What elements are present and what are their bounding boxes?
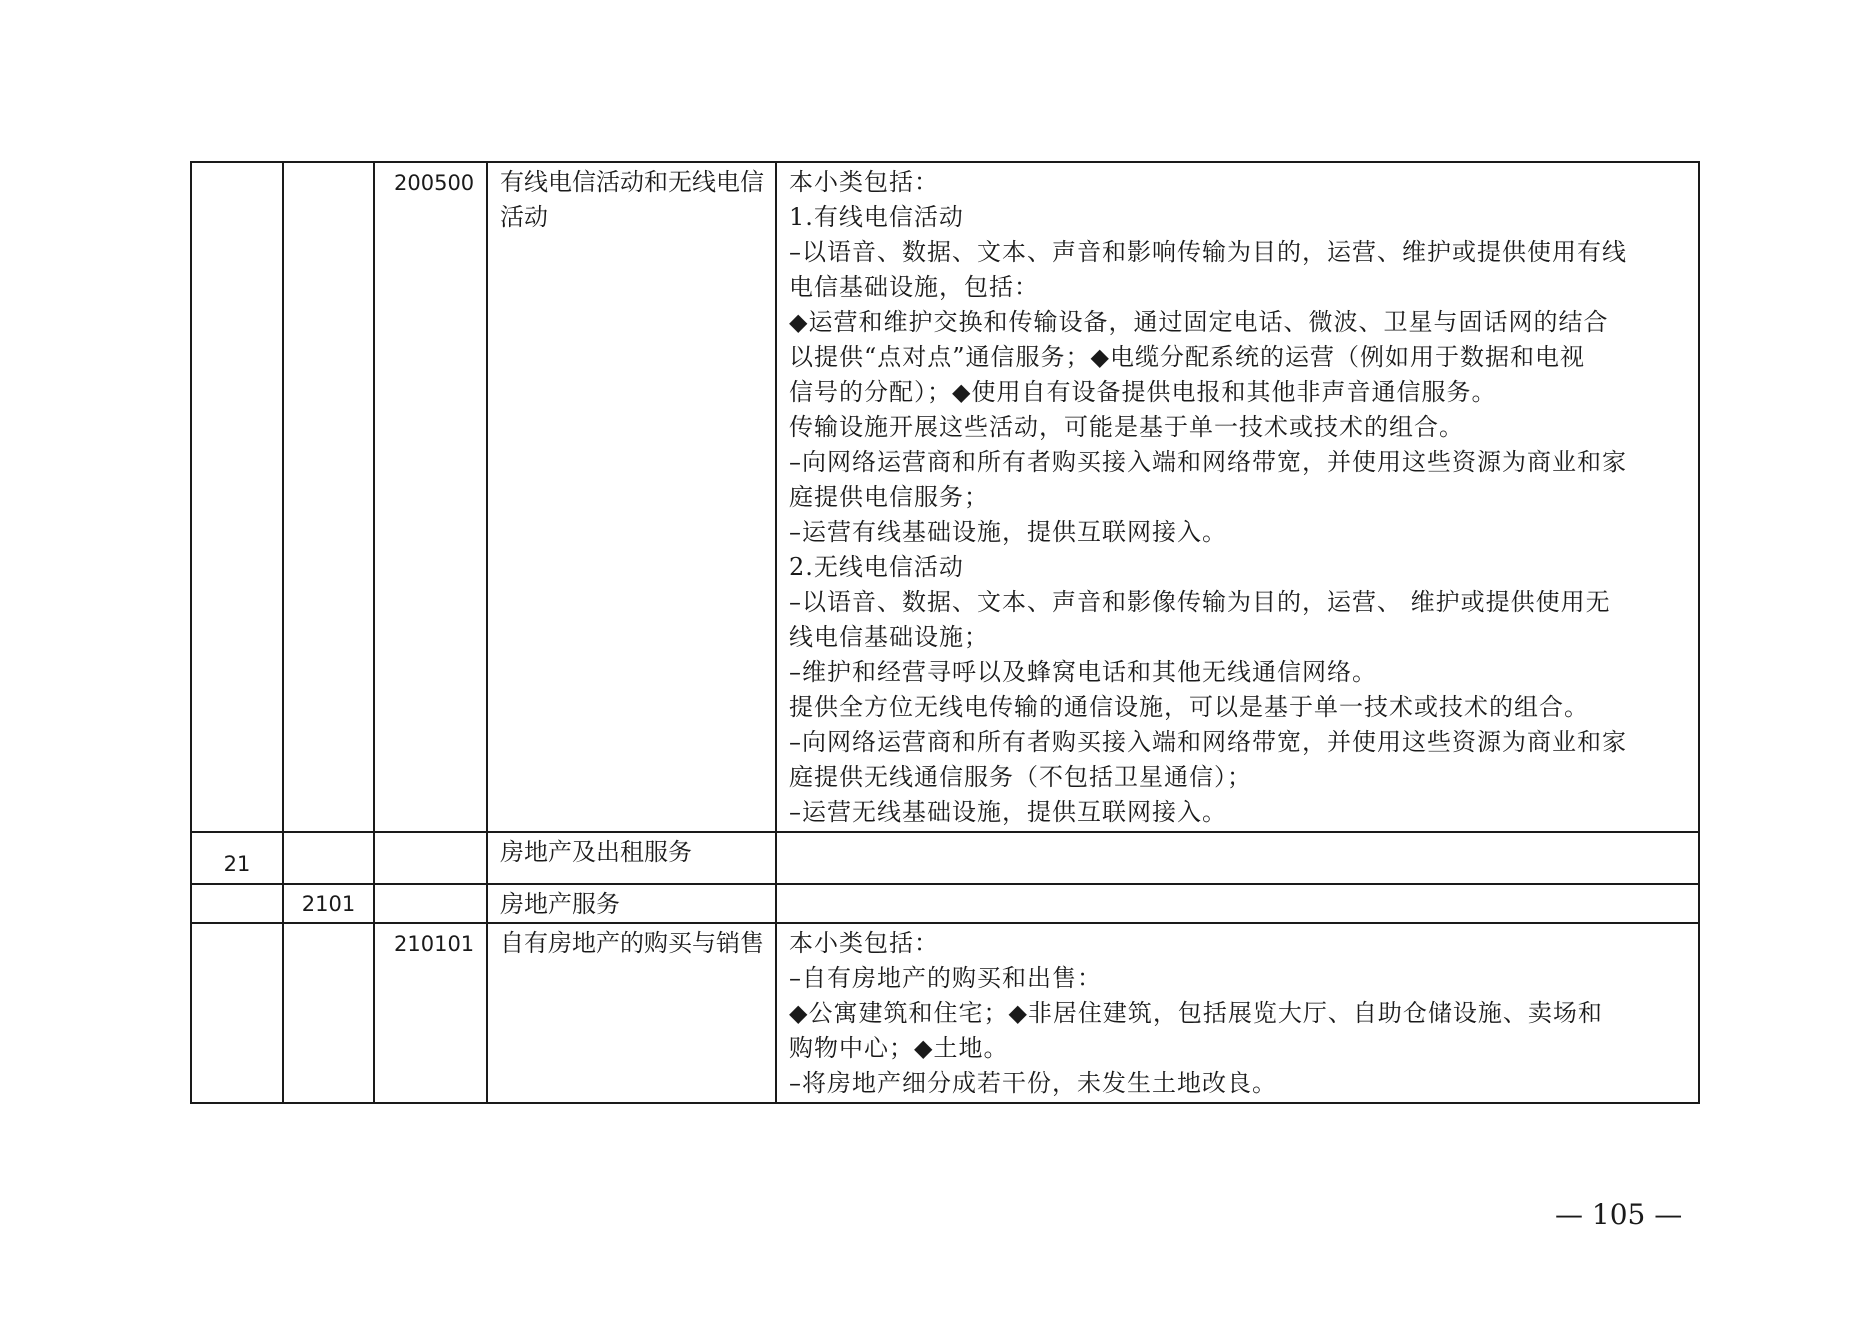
page-number: — 105 — bbox=[1555, 1198, 1683, 1231]
level3-code-cell bbox=[374, 162, 487, 832]
category-description bbox=[777, 924, 1698, 1102]
description-line: 庭提供电信服务； bbox=[789, 483, 989, 511]
description-line: –维护和经营寻呼以及蜂窝电话和其他无线通信网络。 bbox=[789, 658, 1377, 686]
table-row bbox=[191, 832, 1699, 884]
category-description bbox=[777, 885, 1698, 888]
level3-code-cell bbox=[374, 832, 487, 884]
table-row bbox=[191, 884, 1699, 923]
description-cell bbox=[776, 832, 1699, 884]
description-line: 以提供“点对点”通信服务；◆电缆分配系统的运营（例如用于数据和电视 bbox=[789, 343, 1585, 371]
level2-code-cell bbox=[283, 162, 374, 832]
description-line: 2.无线电信活动 bbox=[789, 553, 964, 581]
level2-code-cell bbox=[283, 923, 374, 1103]
description-line: 本小类包括： bbox=[789, 929, 939, 957]
category-name: 自有房地产的购买与销售 bbox=[500, 929, 764, 957]
category-name: 房地产服务 bbox=[500, 890, 620, 918]
description-line: 传输设施开展这些活动，可能是基于单一技术或技术的组合。 bbox=[789, 413, 1464, 441]
description-line: 庭提供无线通信服务（不包括卫星通信）； bbox=[789, 763, 1252, 791]
category-description bbox=[777, 833, 1698, 836]
description-line: 1.有线电信活动 bbox=[789, 203, 964, 231]
description-line: –运营有线基础设施，提供互联网接入。 bbox=[789, 518, 1227, 546]
category-name-cell bbox=[487, 923, 776, 1103]
division-code: 2101 bbox=[301, 892, 356, 916]
category-name: 房地产及出租服务 bbox=[500, 838, 692, 866]
description-line: –向网络运营商和所有者购买接入端和网络带宽，并使用这些资源为商业和家 bbox=[789, 448, 1627, 476]
category-name-cell bbox=[487, 884, 776, 923]
description-line: –以语音、数据、文本、声音和影响传输为目的，运营、维护或提供使用有线 bbox=[789, 238, 1627, 266]
description-line: ◆公寓建筑和住宅；◆非居住建筑，包括展览大厅、自助仓储设施、卖场和 bbox=[789, 999, 1603, 1027]
description-line: 线电信基础设施； bbox=[789, 623, 989, 651]
description-line: 信号的分配）；◆使用自有设备提供电报和其他非声音通信服务。 bbox=[789, 378, 1497, 406]
description-line: –运营无线基础设施，提供互联网接入。 bbox=[789, 798, 1227, 826]
description-line: –将房地产细分成若干份，未发生土地改良。 bbox=[789, 1069, 1277, 1097]
description-line: –自有房地产的购买和出售： bbox=[789, 964, 1102, 992]
description-cell bbox=[776, 884, 1699, 923]
level3-code-cell bbox=[374, 884, 487, 923]
level3-code-cell bbox=[374, 923, 487, 1103]
description-cell bbox=[776, 923, 1699, 1103]
level1-code-cell bbox=[191, 884, 283, 923]
level1-code-cell bbox=[191, 832, 283, 884]
category-description bbox=[777, 163, 1698, 831]
description-cell bbox=[776, 162, 1699, 832]
table-row bbox=[191, 923, 1699, 1103]
level1-code-cell bbox=[191, 162, 283, 832]
level2-code-cell bbox=[283, 832, 374, 884]
category-name: 有线电信活动和无线电信活动 bbox=[500, 168, 764, 231]
classification-table bbox=[190, 161, 1700, 1104]
description-line: 本小类包括： bbox=[789, 168, 939, 196]
description-line: –向网络运营商和所有者购买接入端和网络带宽，并使用这些资源为商业和家 bbox=[789, 728, 1627, 756]
description-line: 电信基础设施，包括： bbox=[789, 273, 1039, 301]
level2-code-cell bbox=[283, 884, 374, 923]
section-code: 21 bbox=[223, 852, 251, 876]
table-row bbox=[191, 162, 1699, 832]
description-line: 提供全方位无线电传输的通信设施，可以是基于单一技术或技术的组合。 bbox=[789, 693, 1589, 721]
description-line: 购物中心；◆土地。 bbox=[789, 1034, 1009, 1062]
category-name-cell bbox=[487, 162, 776, 832]
subclass-code: 200500 bbox=[394, 171, 475, 195]
level1-code-cell bbox=[191, 923, 283, 1103]
category-name-cell bbox=[487, 832, 776, 884]
subclass-code: 210101 bbox=[394, 932, 475, 956]
description-line: ◆运营和维护交换和传输设备，通过固定电话、微波、卫星与固话网的结合 bbox=[789, 308, 1609, 336]
description-line: –以语音、数据、文本、声音和影像传输为目的，运营、 维护或提供使用无 bbox=[789, 588, 1611, 616]
